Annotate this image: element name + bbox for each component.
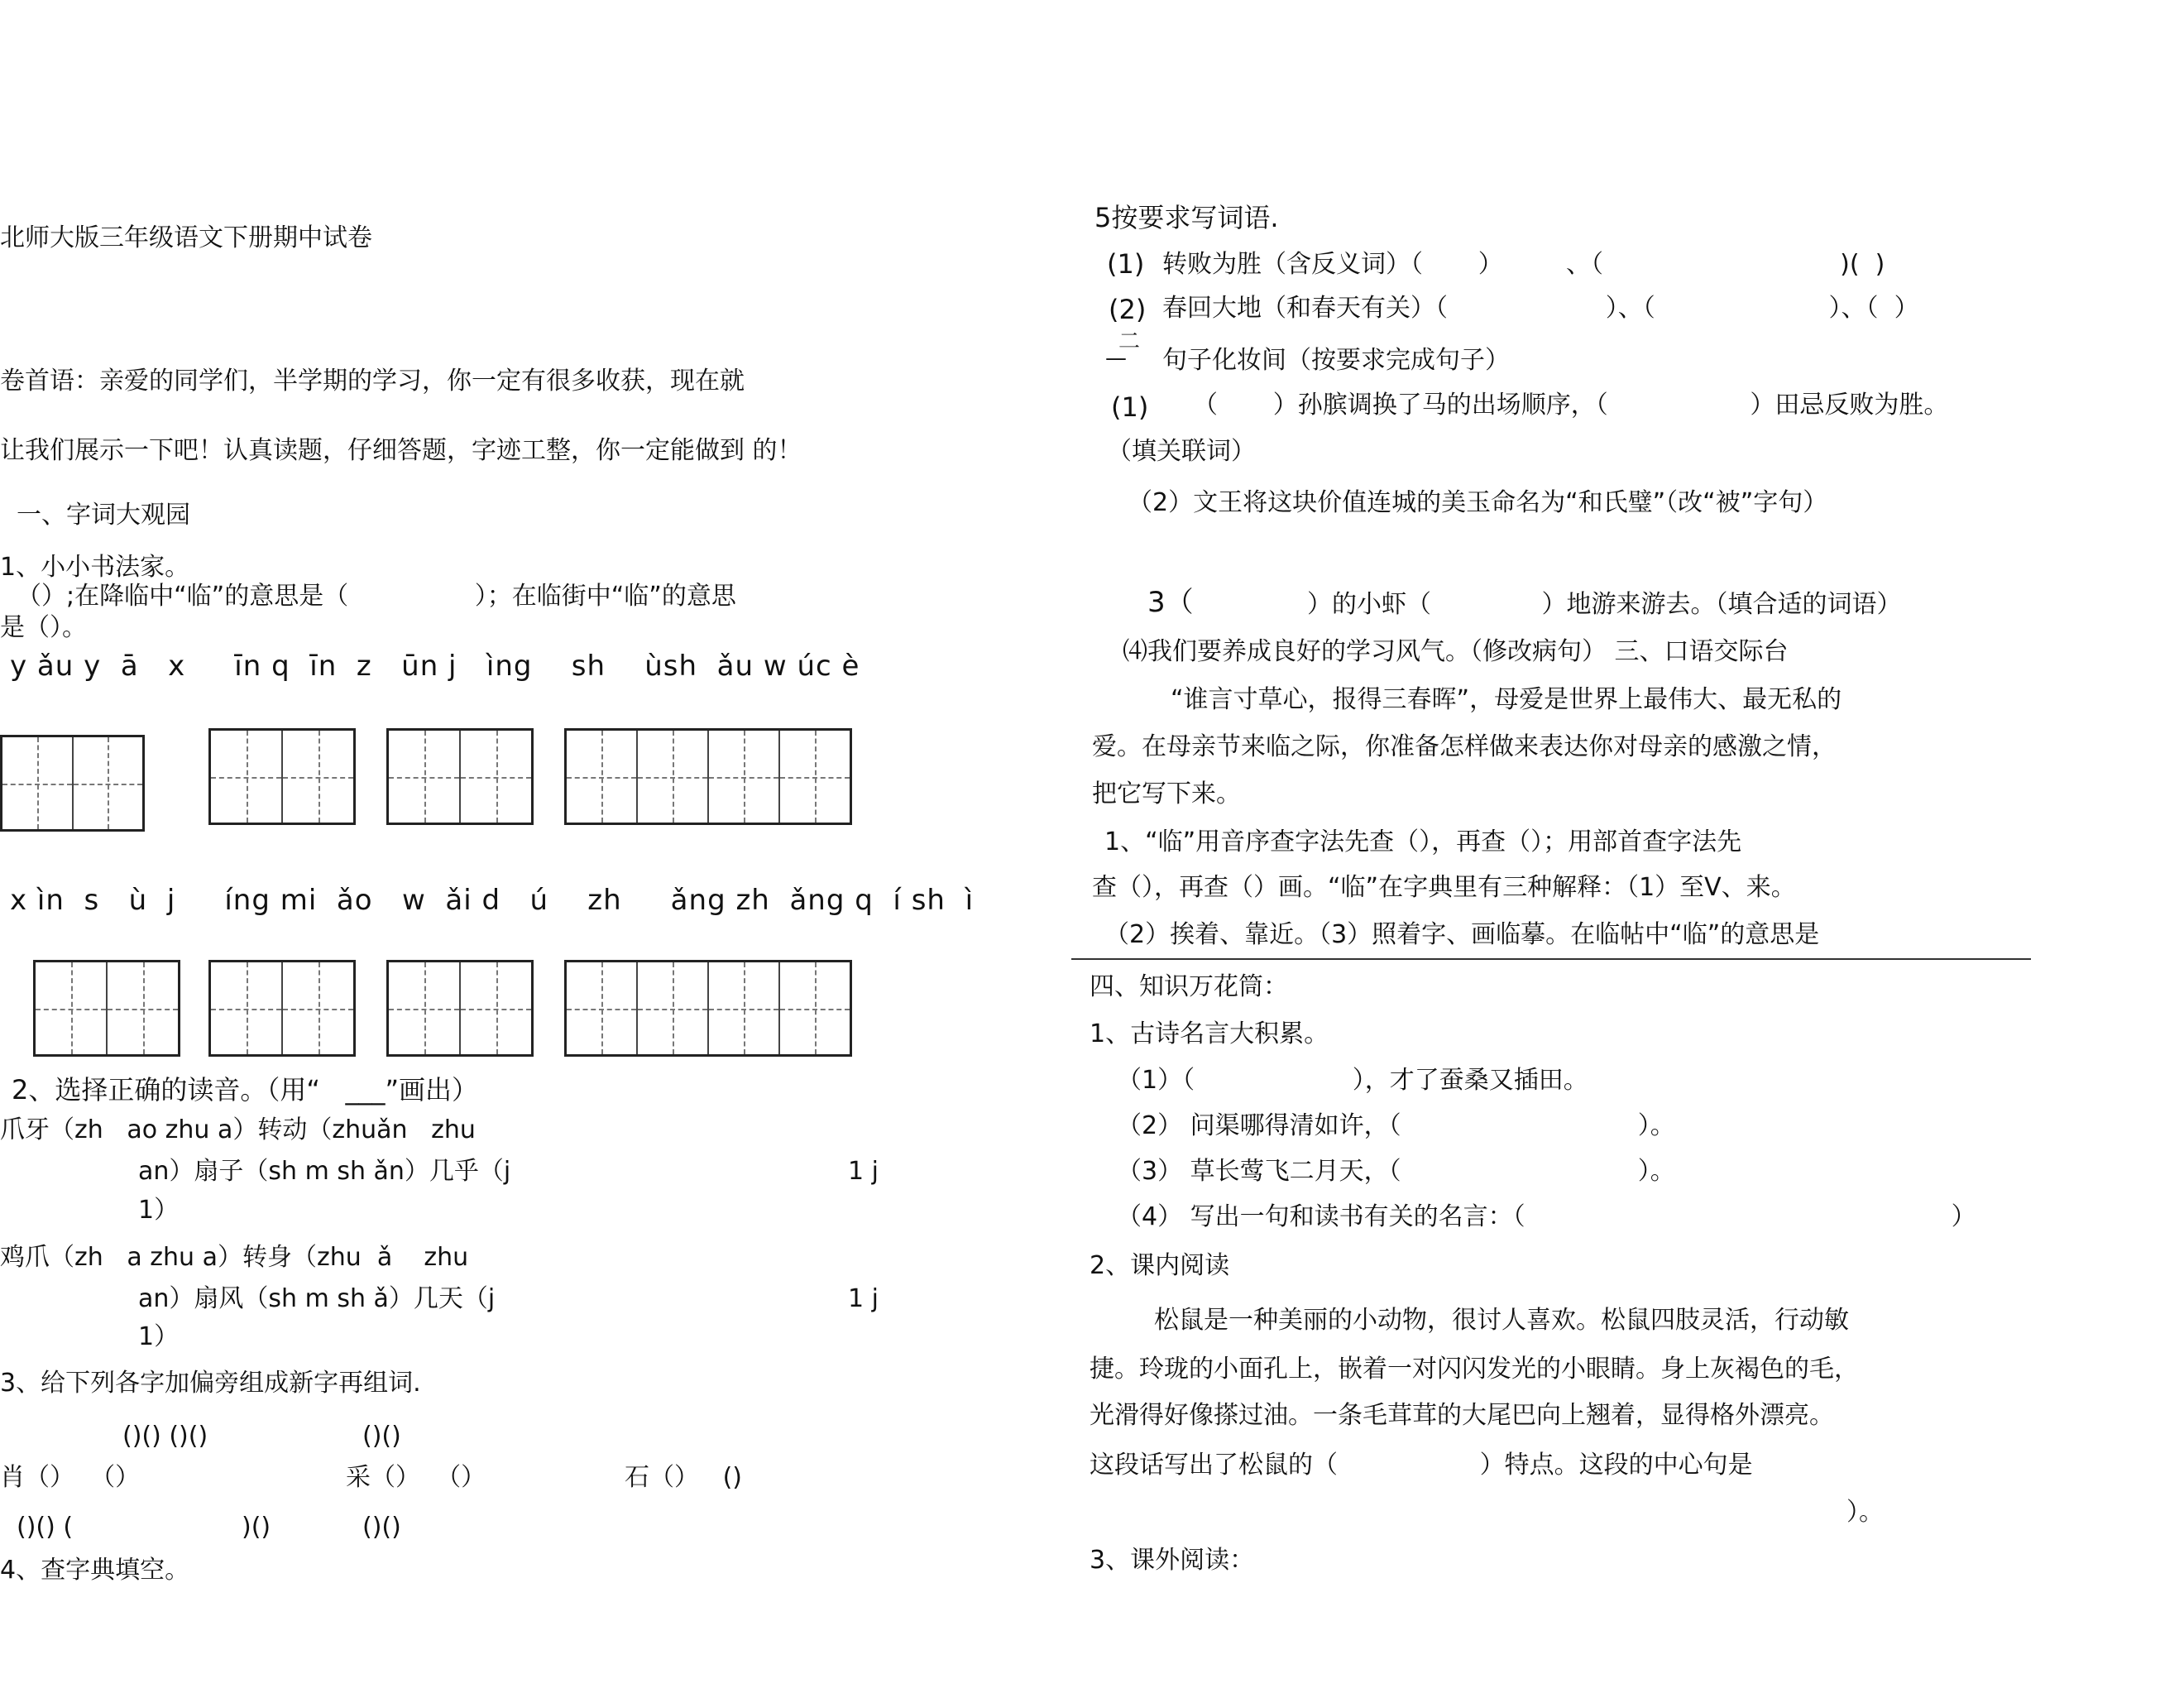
reading-line-2: 捷。玲珑的小面孔上，嵌着一对闪闪发光的小眼睛。身上灰褐色的毛， bbox=[1090, 1355, 1859, 1384]
section-4-heading: 四、知识万花筒： bbox=[1090, 972, 1288, 1001]
knowledge-1-1: （1）（ ），才了蚕桑又插田。 bbox=[1117, 1066, 1588, 1095]
question-2-row-4: 鸡爪（zh a zhu a）转身（zhu ǎ zhu bbox=[0, 1243, 469, 1272]
question-2-row-1: 爪牙（zh ao zhu a）转动（zhuǎn zhu bbox=[0, 1115, 476, 1144]
oral-paragraph-3: 把它写下来。 bbox=[1092, 779, 1241, 808]
oral-paragraph-2: 爱。在母亲节来临之际，你准备怎样做来表达你对母亲的感激之情， bbox=[1092, 732, 1837, 761]
knowledge-2: 2、课内阅读 bbox=[1090, 1251, 1230, 1280]
question-3-top-b: ()() bbox=[362, 1422, 401, 1451]
question-5-2: 春回大地（和春天有关）（ ）、（ ）、（ ） bbox=[1162, 294, 1919, 323]
writing-grid[interactable] bbox=[564, 728, 852, 825]
writing-grid[interactable] bbox=[33, 960, 180, 1057]
question-4: 4、查字典填空。 bbox=[0, 1556, 190, 1585]
question-1: 1、小小书法家。 bbox=[0, 553, 190, 582]
knowledge-1-3: （3） 草长莺飞二月天，（ ）。 bbox=[1117, 1157, 1675, 1186]
question-3: 3、给下列各字加偏旁组成新字再组词. bbox=[0, 1369, 421, 1398]
question-1-line-1: （）;在降临中“临”的意思是（ ）；在临街中“临”的意思 bbox=[17, 582, 736, 611]
pinyin-row-1: y ǎu y ā x īn q īn z ūn j ìng sh ùsh ǎu w úc è bbox=[10, 650, 860, 683]
writing-grid[interactable] bbox=[386, 960, 534, 1057]
sentence-2: （2）文王将这块价值连城的美玉命名为“和氏璧”（改“被”字句） bbox=[1128, 488, 1828, 517]
writing-grid[interactable] bbox=[208, 728, 356, 825]
question-1-line-2: 是（）。 bbox=[0, 613, 87, 642]
sentence-1: （ ）孙膑调换了马的出场顺序，（ ）田忌反败为胜。 bbox=[1193, 391, 1949, 420]
knowledge-1-4: （4） 写出一句和读书有关的名言：（ ） bbox=[1117, 1202, 1976, 1231]
reading-line-5: ）。 bbox=[1846, 1498, 1884, 1527]
question-3-bottom-a: ()() ( bbox=[17, 1513, 74, 1542]
section-2-dash: — bbox=[1105, 346, 1127, 371]
question-3-bottom-b: )() bbox=[242, 1513, 271, 1542]
knowledge-3: 3、课外阅读： bbox=[1090, 1546, 1255, 1575]
sentence-1-number: (1) bbox=[1111, 391, 1149, 423]
section-2-heading: 句子化妆间（按要求完成句子） bbox=[1162, 346, 1510, 375]
writing-grid[interactable] bbox=[208, 960, 356, 1057]
reading-line-4: 这段话写出了松鼠的（ ）特点。这段的中心句是 bbox=[1090, 1451, 1753, 1480]
reading-line-3: 光滑得好像搽过油。一条毛茸茸的大尾巴向上翘着，显得格外漂亮。 bbox=[1090, 1401, 1834, 1430]
knowledge-1-2: （2） 问渠哪得清如许，（ ）。 bbox=[1117, 1111, 1675, 1140]
section-2-mark: 二 bbox=[1118, 329, 1141, 354]
knowledge-1: 1、古诗名言大积累。 bbox=[1090, 1019, 1329, 1048]
question-2-row-6: 1） bbox=[138, 1322, 180, 1351]
dictionary-line-3: （2）挨着、靠近。（3）照着字、画临摹。在临帖中“临”的意思是 bbox=[1104, 920, 1820, 949]
sentence-1-note: （填关联词） bbox=[1107, 437, 1256, 466]
writing-grid[interactable] bbox=[386, 728, 534, 825]
question-2-row-3: 1） bbox=[138, 1196, 180, 1225]
writing-grid[interactable] bbox=[0, 735, 145, 832]
intro-line-1: 卷首语：亲爱的同学们，半学期的学习，你一定有很多收获，现在就 bbox=[0, 367, 745, 396]
sentence-3-number: 3（ bbox=[1147, 586, 1194, 619]
pinyin-row-2: x ìn s ù j íng mi ǎo w ǎi d ú zh ǎng zh ǎng q í sh ì bbox=[10, 884, 975, 917]
question-2-row-5-right: 1 j bbox=[848, 1284, 879, 1313]
dictionary-line-2: 查（），再查（）画。“临”在字典里有三种解释：（1）至V、来。 bbox=[1092, 873, 1796, 902]
question-5-1: 转败为胜（含反义词）（ ） 、（ )( ) bbox=[1162, 250, 1885, 279]
section-1-heading: 一、字词大观园 bbox=[17, 501, 190, 530]
question-2-row-2: an）扇子（sh m sh ǎn）几乎（j bbox=[138, 1157, 511, 1186]
writing-grid[interactable] bbox=[564, 960, 852, 1057]
divider bbox=[1071, 958, 2031, 960]
question-5-2-number: (2) bbox=[1109, 294, 1147, 325]
reading-line-1: 松鼠是一种美丽的小动物，很讨人喜欢。松鼠四肢灵活，行动敏 bbox=[1154, 1306, 1849, 1335]
oral-paragraph-1: “谁言寸草心，报得三春晖”，母爱是世界上最伟大、最无私的 bbox=[1171, 685, 1842, 714]
question-3-char-2: 采（） （） bbox=[346, 1463, 486, 1492]
question-3-bottom-c: ()() bbox=[362, 1513, 401, 1542]
question-2-row-2-right: 1 j bbox=[848, 1157, 879, 1186]
question-2-row-5: an）扇风（sh m sh ǎ）几天（j bbox=[138, 1284, 496, 1313]
question-5-1-number: (1) bbox=[1107, 248, 1145, 280]
dictionary-line-1: 1、“临”用音序查字法先查（），再查（）；用部首查字法先 bbox=[1104, 827, 1742, 856]
question-3-char-1: 肖（） （） bbox=[0, 1463, 141, 1492]
question-5: 5按要求写词语. bbox=[1094, 202, 1279, 233]
question-3-top-a: ()() ()() bbox=[122, 1422, 208, 1451]
intro-line-2: 让我们展示一下吧！认真读题，仔细答题，字迹工整，你一定能做到 的！ bbox=[0, 436, 802, 465]
sentence-4: ⑷我们要养成良好的学习风气。（修改病句） 三、口语交际台 bbox=[1123, 637, 1789, 666]
question-3-char-3: 石（） () bbox=[625, 1463, 743, 1492]
sentence-3: ）的小虾（ ）地游来游去。（填合适的词语） bbox=[1307, 590, 1902, 619]
question-2: 2、选择正确的读音。（用“ ___”画出） bbox=[12, 1074, 479, 1106]
exam-title: 北师大版三年级语文下册期中试卷 bbox=[0, 223, 372, 252]
